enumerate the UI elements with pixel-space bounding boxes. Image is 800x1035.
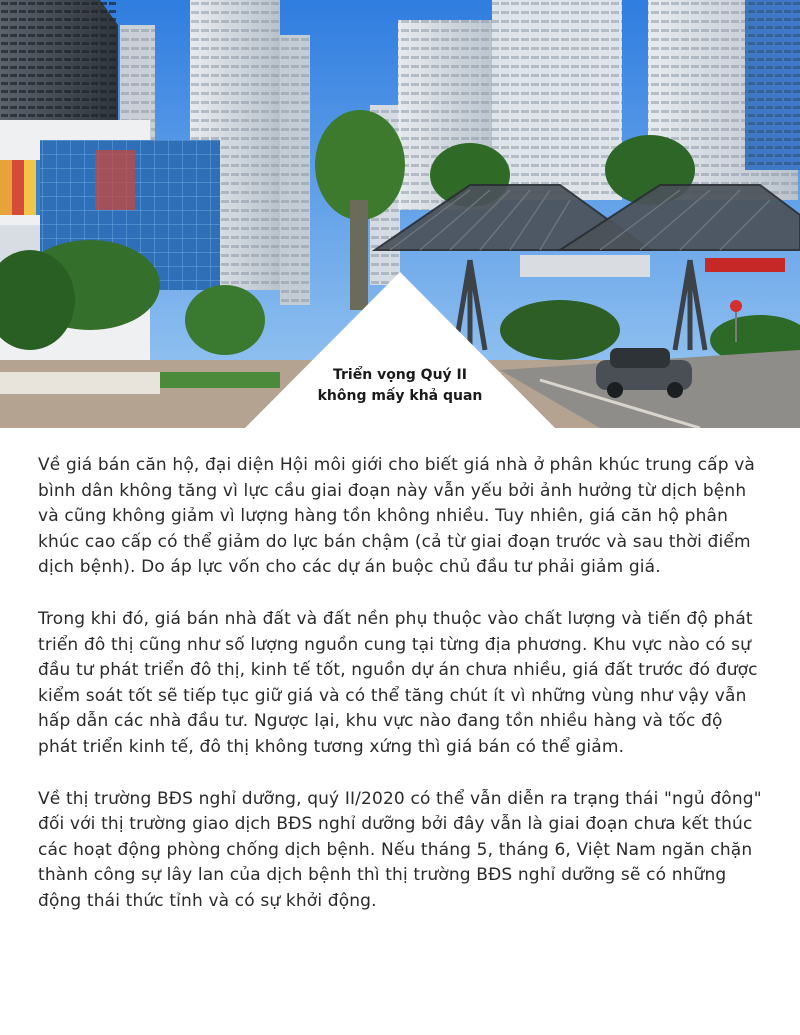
- caption-line-1: Triển vọng Quý II: [333, 367, 467, 383]
- paragraph-resort-market: Về thị trường BĐS nghỉ dưỡng, quý II/2020 có thể vẫn diễn ra trạng thái "ngủ đông" đối với thị trường giao dịch BĐS nghỉ dưỡng bởi đây vẫn là giai đoạn chưa kết thúc các hoạt động phòng chống dịch bệnh. Nếu tháng 5, tháng 6, Việt Nam ngăn chặn thành công sự lây lan của dịch bệnh thì thị trường BĐS nghỉ dưỡng sẽ có những động thái thức tỉnh và có sự khởi động.: [38, 788, 762, 911]
- paragraph-apartment-prices: Về giá bán căn hộ, đại diện Hội môi giới cho biết giá nhà ở phân khúc trung cấp và bình dân không tăng vì lực cầu giai đoạn này vẫn yếu bởi ảnh hưởng từ dịch bệnh và cũng không giảm vì lượng hàng tồn không nhiều. Tuy nhiên, giá căn hộ phân khúc cao cấp có thể giảm do lực bán chậm (cả từ giai đoạn trước và sau thời điểm dịch bệnh). Do áp lực vốn cho các dự án buộc chủ đầu tư phải giảm giá.: [38, 455, 755, 578]
- paragraph-land-prices: Trong khi đó, giá bán nhà đất và đất nền phụ thuộc vào chất lượng và tiến độ phát triển đô thị cũng như số lượng nguồn cung tại từng địa phương. Khu vực nào có sự đầu tư phát triển đô thị, kinh tế tốt, nguồn dự án chưa nhiều, giá đất trước đó được kiểm soát tốt sẽ tiếp tục giữ giá và có thể tăng chút ít vì những vùng như vậy vẫn hấp dẫn các nhà đầu tư. Ngược lại, khu vực nào đang tồn nhiều hàng và tốc độ phát triển kinh tế, đô thị không tương xứng thì giá bán có thể giảm.: [38, 608, 758, 757]
- hero-photo: [0, 0, 800, 428]
- hero-caption: [250, 365, 550, 407]
- caption-line-2: không mấy khả quan: [317, 388, 483, 404]
- article-body: [38, 453, 766, 941]
